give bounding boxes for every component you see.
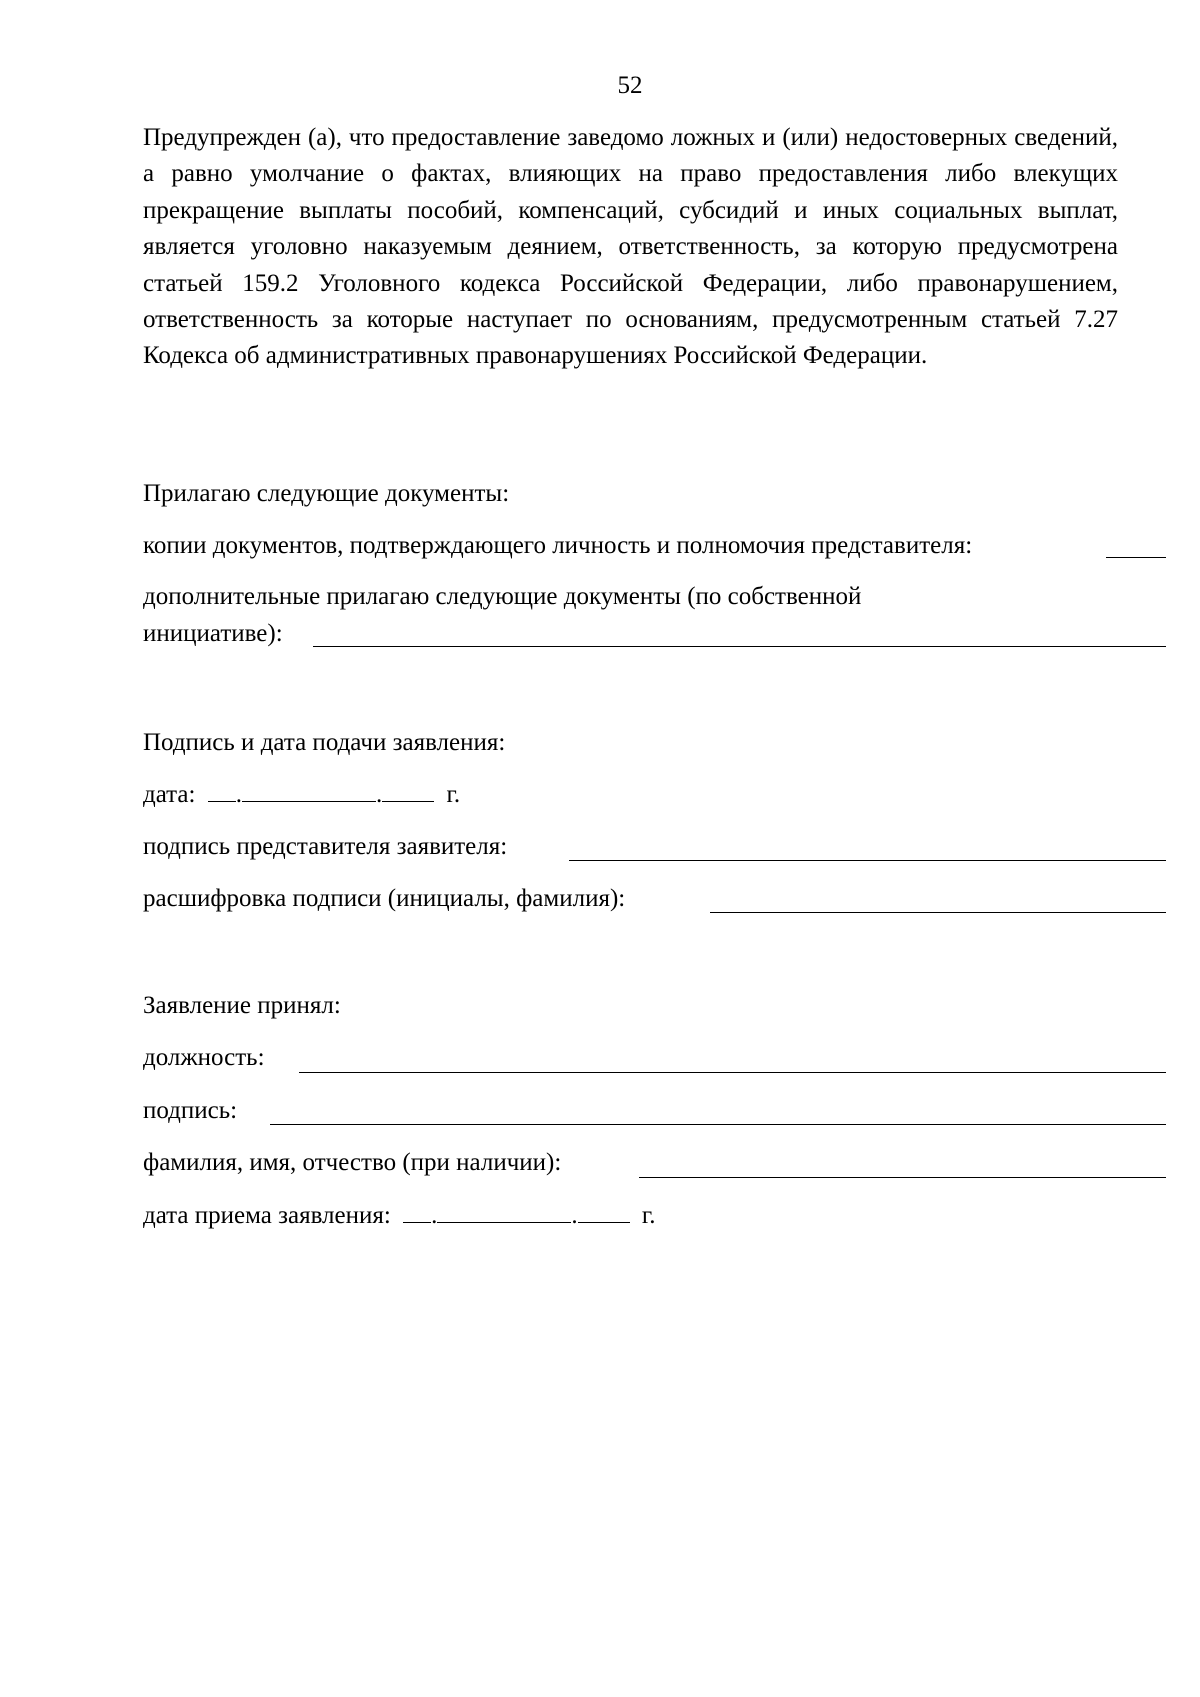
representative-signature-field[interactable] [569,860,1166,861]
copies-blank-field[interactable] [1106,557,1166,558]
position-field[interactable] [299,1072,1166,1073]
acceptance-date-label: дата приема заявления: [143,1202,391,1229]
submission-date-year-field[interactable] [382,779,434,802]
additional-docs-blank-field[interactable] [313,646,1166,647]
submission-date-label: дата: [143,781,196,808]
accepted-section-heading: Заявление принял: [143,992,341,1019]
year-suffix: г. [446,781,461,808]
liability-warning-paragraph: Предупрежден (а), что предоставление заведомо ложных и (или) недостоверных сведений, а равно умолчание о фактах, влияющих на право предоставления либо влекущих прекращение выплаты пособий, компенсаций, субсидий и иных социальных выплат, является уголовно наказуемым деянием, ответственность, за которую предусмотрена статьей 159.2 Уголовного кодекса Российской Федерации, либо правонарушением, ответственность за которые наступает по основаниям, предусмотренным статьей 7.27 Кодекса об административных правонарушениях Российской Федерации. [143,124,1118,370]
acceptance-date-month-field[interactable] [437,1200,571,1223]
attachments-heading: Прилагаю следующие документы: [143,480,510,507]
acceptance-date-day-field[interactable] [403,1200,431,1223]
date-separator: . [571,1202,578,1229]
acceptance-date-year-field[interactable] [578,1200,630,1223]
signature-decoding-field[interactable] [710,912,1166,913]
date-separator: . [375,781,383,808]
page-number: 52 [617,72,643,99]
additional-docs-label-line2: инициативе): [143,620,283,647]
full-name-label: фамилия, имя, отчество (при наличии): [143,1149,562,1176]
date-separator: . [235,781,242,808]
submission-date-month-field[interactable] [242,779,376,802]
signature-decoding-label: расшифровка подписи (инициалы, фамилия): [143,885,626,912]
full-name-field[interactable] [639,1177,1166,1178]
submission-date-day-field[interactable] [208,779,236,802]
copies-label: копии документов, подтверждающего личность и полномочия представителя: [143,532,973,559]
year-suffix: г. [641,1202,656,1229]
date-separator: . [431,1202,438,1229]
position-label: должность: [143,1044,265,1071]
acceptance-date-row [143,1198,656,1234]
official-signature-field[interactable] [270,1124,1166,1125]
signature-section-heading: Подпись и дата подачи заявления: [143,729,506,756]
representative-signature-label: подпись представителя заявителя: [143,833,508,860]
official-signature-label: подпись: [143,1097,238,1124]
submission-date-row [143,777,460,813]
additional-docs-label-line1: дополнительные прилагаю следующие документы (по собственной [143,583,862,610]
